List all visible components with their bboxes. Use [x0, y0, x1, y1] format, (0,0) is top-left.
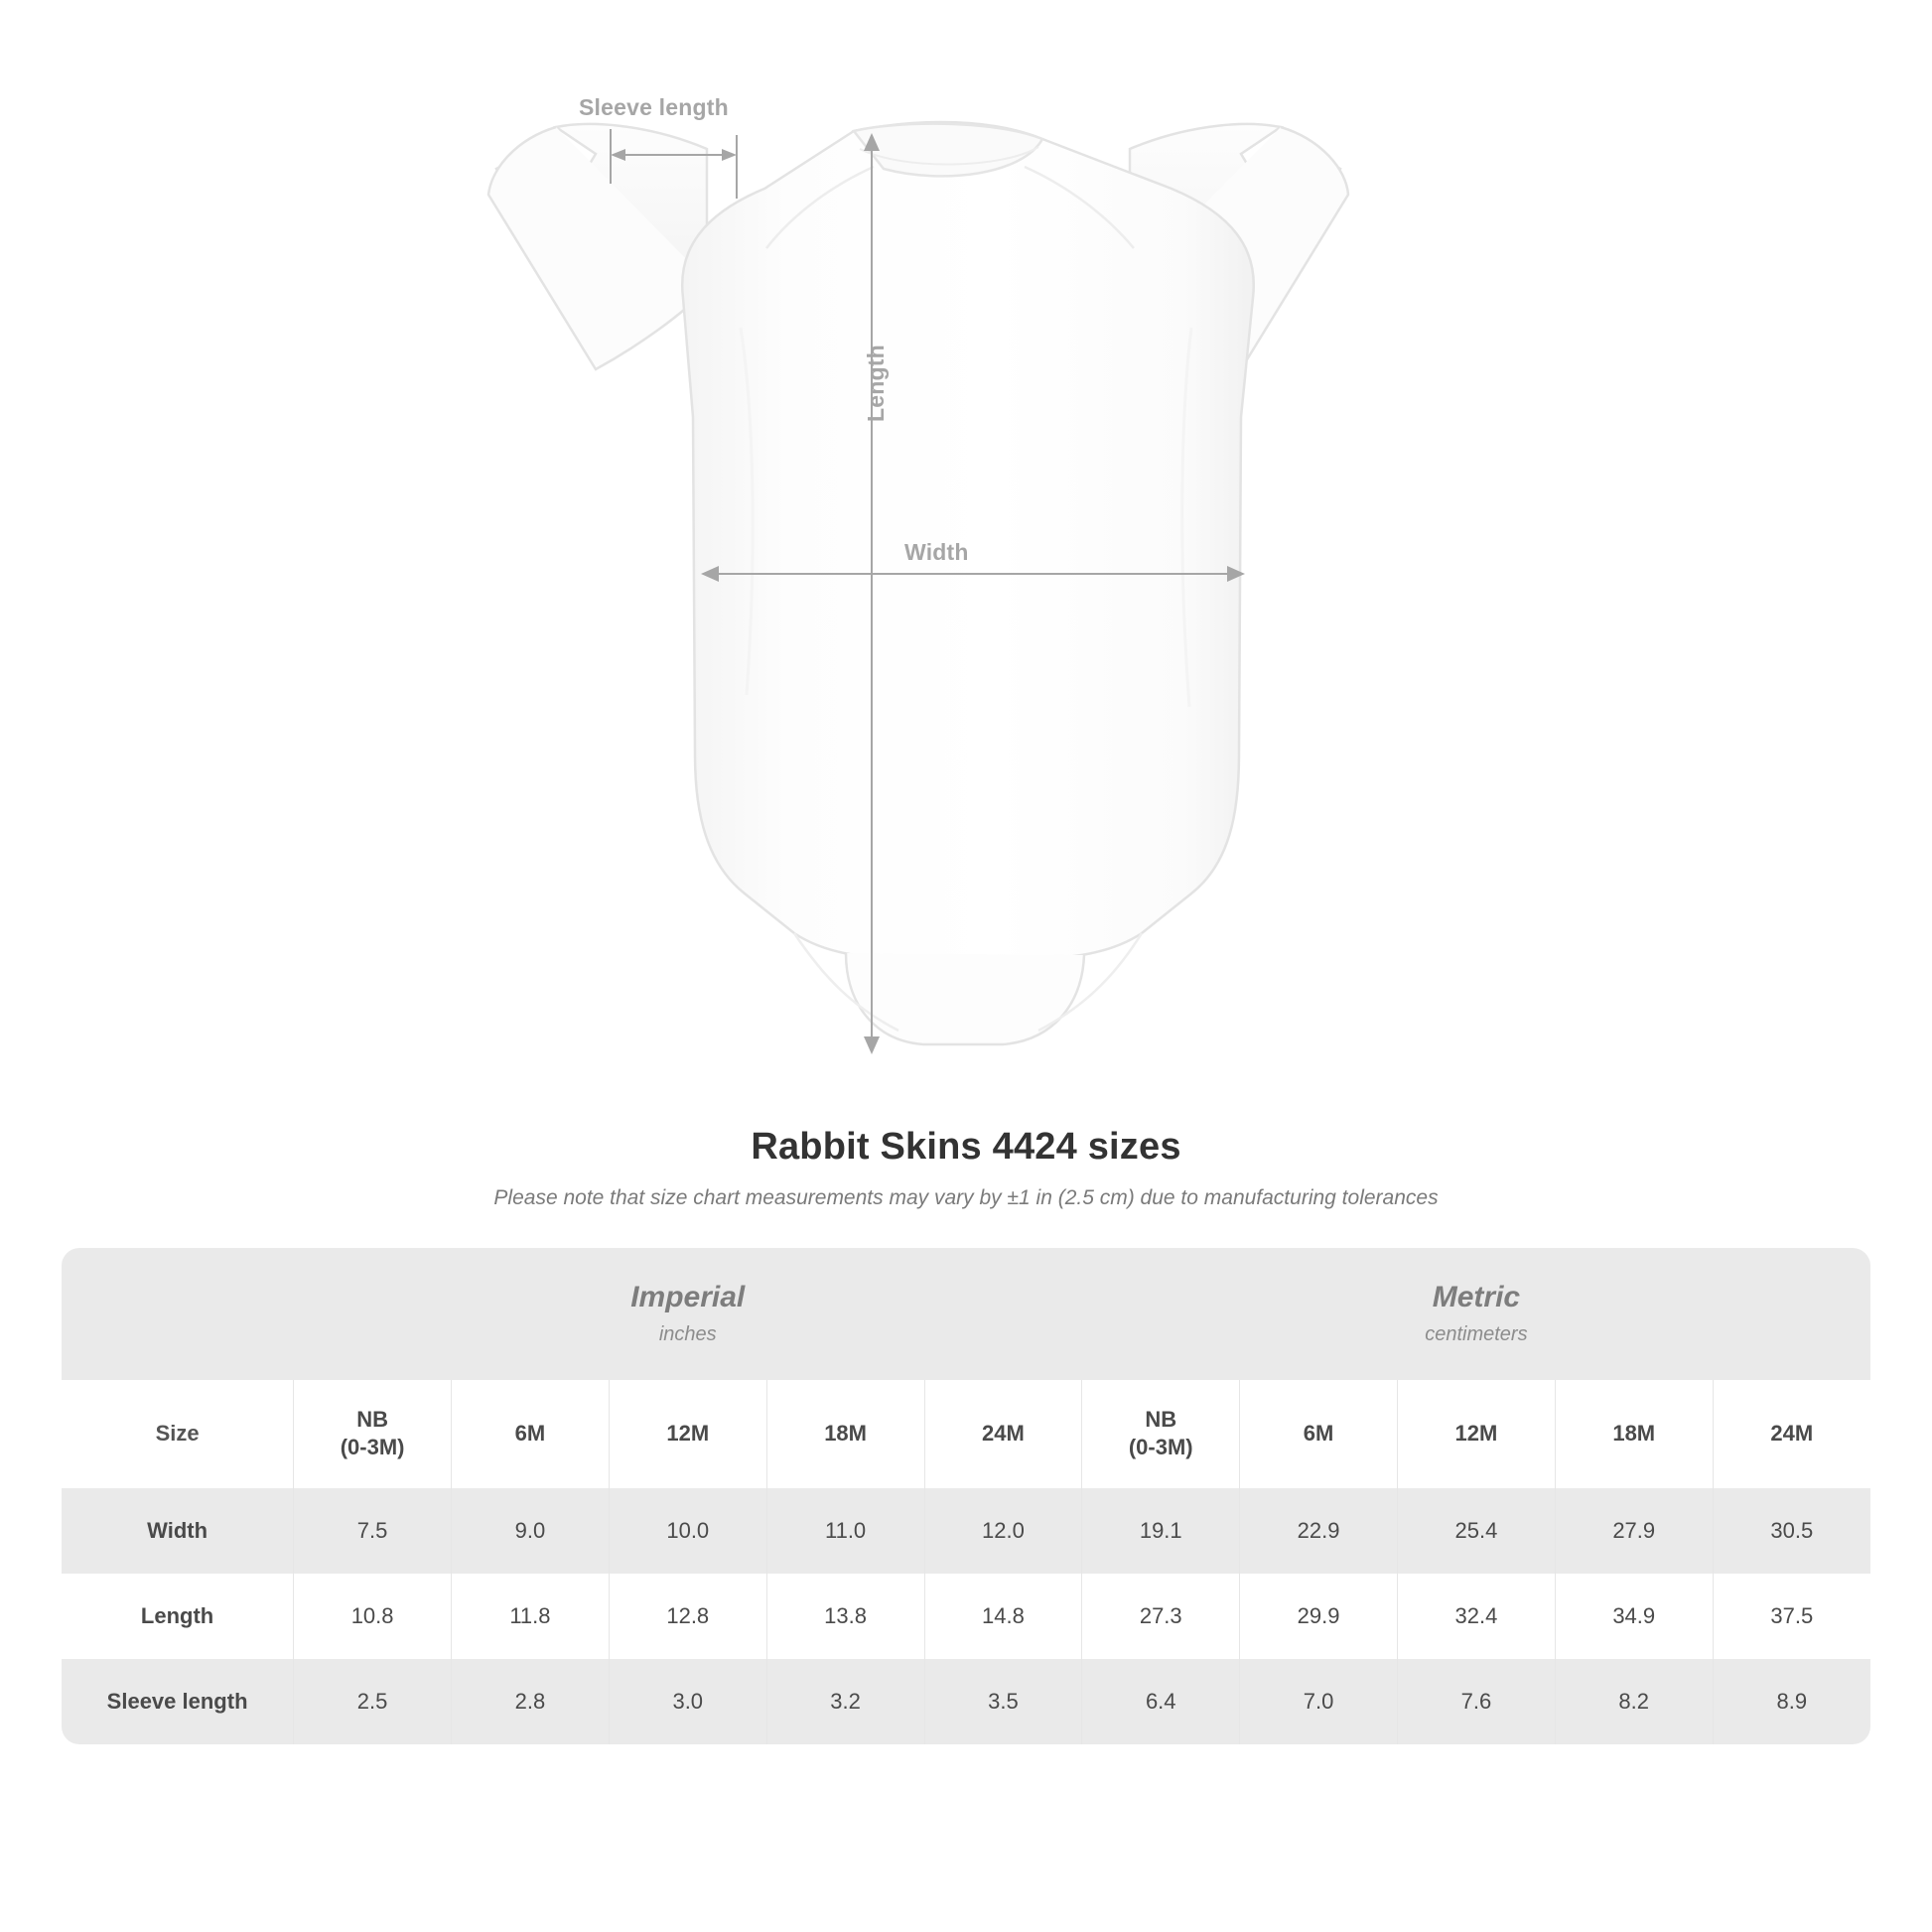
cell-length-imperial-nb: 10.8	[294, 1574, 452, 1659]
cell-width-imperial-18m: 11.0	[766, 1488, 924, 1574]
metric-label: Metric	[1432, 1281, 1521, 1313]
row-label-sleeve-length: Sleeve length	[62, 1659, 294, 1744]
cell-length-imperial-6m: 11.8	[452, 1574, 610, 1659]
page-title: Rabbit Skins 4424 sizes	[751, 1126, 1181, 1168]
table-row	[62, 1574, 1870, 1659]
cell-length-imperial-18m: 13.8	[766, 1574, 924, 1659]
cell-length-imperial-24m: 14.8	[924, 1574, 1082, 1659]
cell-width-imperial-nb: 7.5	[294, 1488, 452, 1574]
cell-sleeve-metric-24m: 8.9	[1713, 1659, 1870, 1744]
col-header-line1: NB	[1145, 1406, 1177, 1432]
table-row	[62, 1659, 1870, 1744]
cell-width-imperial-6m: 9.0	[452, 1488, 610, 1574]
column-header-row	[62, 1380, 1870, 1488]
cell-width-metric-nb: 19.1	[1082, 1488, 1240, 1574]
unit-header-spacer	[62, 1248, 294, 1380]
col-header-metric-12m: 12M	[1397, 1380, 1555, 1488]
cell-width-imperial-24m: 12.0	[924, 1488, 1082, 1574]
metric-sub: centimeters	[1425, 1322, 1528, 1345]
col-header-line2: (0-3M)	[340, 1435, 405, 1460]
cell-length-metric-12m: 32.4	[1397, 1574, 1555, 1659]
cell-width-metric-6m: 22.9	[1240, 1488, 1398, 1574]
col-header-metric-24m: 24M	[1713, 1380, 1870, 1488]
col-header-imperial-nb	[294, 1380, 452, 1488]
cell-length-metric-24m: 37.5	[1713, 1574, 1870, 1659]
col-header-imperial-12m: 12M	[609, 1380, 766, 1488]
sleeve-arrow-right	[722, 149, 737, 161]
table-row	[62, 1488, 1870, 1574]
snap-flap	[846, 953, 1084, 1044]
col-header-imperial-18m: 18M	[766, 1380, 924, 1488]
col-header-line2: (0-3M)	[1128, 1435, 1193, 1460]
col-header-imperial-6m: 6M	[452, 1380, 610, 1488]
length-label: Length	[863, 345, 889, 422]
col-header-metric-6m: 6M	[1240, 1380, 1398, 1488]
cell-width-metric-18m: 27.9	[1555, 1488, 1713, 1574]
cell-width-imperial-12m: 10.0	[609, 1488, 766, 1574]
cell-length-metric-nb: 27.3	[1082, 1574, 1240, 1659]
size-table-wrapper	[62, 1248, 1870, 1744]
cell-sleeve-metric-12m: 7.6	[1397, 1659, 1555, 1744]
col-header-imperial-24m: 24M	[924, 1380, 1082, 1488]
sleeve-length-label: Sleeve length	[579, 94, 729, 120]
imperial-sub: inches	[658, 1322, 717, 1345]
cell-sleeve-metric-nb: 6.4	[1082, 1659, 1240, 1744]
col-header-metric-nb	[1082, 1380, 1240, 1488]
cell-sleeve-imperial-6m: 2.8	[452, 1659, 610, 1744]
cell-sleeve-imperial-24m: 3.5	[924, 1659, 1082, 1744]
tolerance-note: Please note that size chart measurements may vary by ±1 in (2.5 cm) due to manufacturing tolerances	[493, 1186, 1439, 1209]
unit-header-imperial	[294, 1248, 1082, 1380]
cell-sleeve-imperial-12m: 3.0	[609, 1659, 766, 1744]
cell-length-metric-6m: 29.9	[1240, 1574, 1398, 1659]
unit-header-row	[62, 1248, 1870, 1380]
cell-width-metric-24m: 30.5	[1713, 1488, 1870, 1574]
cell-sleeve-imperial-18m: 3.2	[766, 1659, 924, 1744]
imperial-label: Imperial	[630, 1281, 746, 1313]
cell-length-metric-18m: 34.9	[1555, 1574, 1713, 1659]
width-label: Width	[904, 539, 969, 565]
size-header: Size	[62, 1380, 294, 1488]
unit-header-metric	[1082, 1248, 1870, 1380]
row-label-width: Width	[62, 1488, 294, 1574]
col-header-line1: NB	[356, 1406, 388, 1432]
cell-sleeve-metric-18m: 8.2	[1555, 1659, 1713, 1744]
title-block	[0, 1126, 1932, 1210]
size-table	[62, 1248, 1870, 1744]
cell-sleeve-imperial-nb: 2.5	[294, 1659, 452, 1744]
cell-width-metric-12m: 25.4	[1397, 1488, 1555, 1574]
col-header-metric-18m: 18M	[1555, 1380, 1713, 1488]
length-arrow-bottom	[864, 1036, 880, 1054]
row-label-length: Length	[62, 1574, 294, 1659]
cell-sleeve-metric-6m: 7.0	[1240, 1659, 1398, 1744]
cell-length-imperial-12m: 12.8	[609, 1574, 766, 1659]
